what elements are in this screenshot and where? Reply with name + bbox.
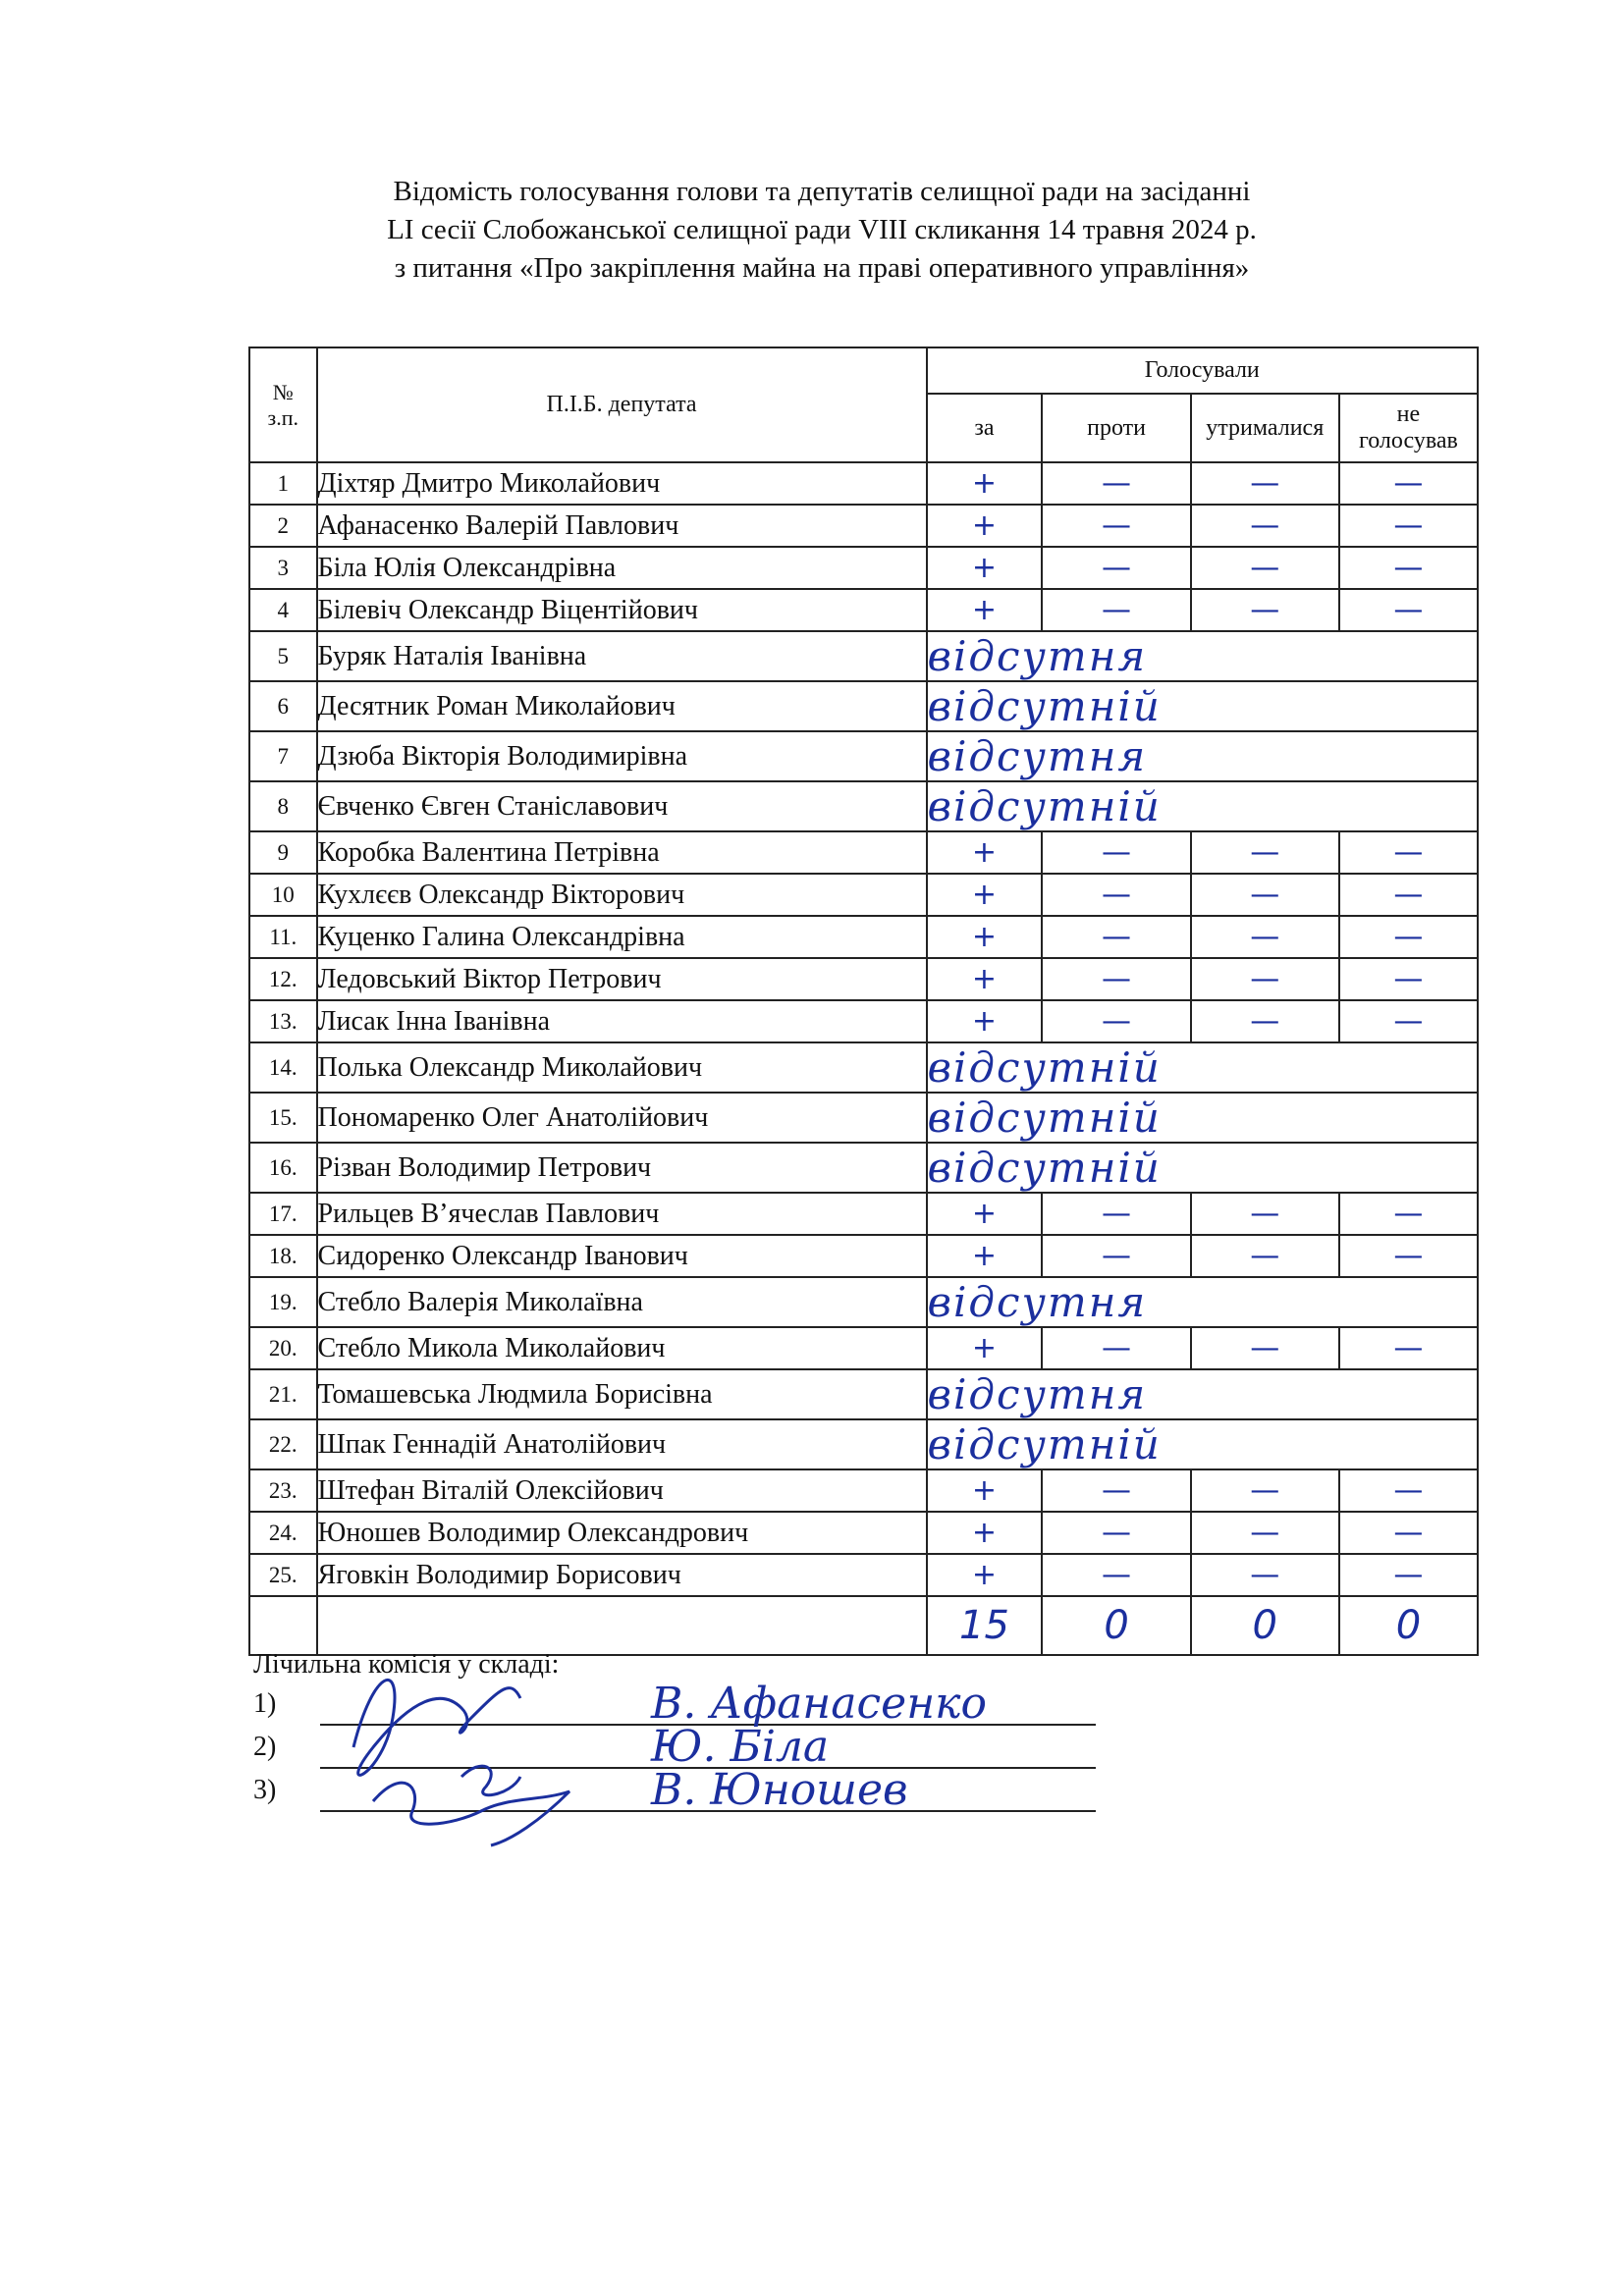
absent-note: відсутня	[927, 1277, 1479, 1327]
row-number: 5	[249, 631, 317, 681]
vote-for-mark: +	[927, 1235, 1043, 1277]
deputy-row	[249, 1469, 1478, 1512]
header-for: за	[927, 394, 1043, 462]
vote-not-voted-mark: —	[1339, 831, 1478, 874]
vote-abstained-mark: —	[1191, 1000, 1339, 1042]
vote-abstained-mark: —	[1191, 958, 1339, 1000]
vote-for-mark: +	[927, 1512, 1043, 1554]
vote-for-mark: +	[927, 1193, 1043, 1235]
vote-abstained-mark: —	[1191, 916, 1339, 958]
deputy-name: Томашевська Людмила Борисівна	[317, 1369, 927, 1419]
vote-abstained-mark: —	[1191, 462, 1339, 505]
vote-against-mark: —	[1042, 916, 1190, 958]
deputy-row	[249, 1093, 1478, 1143]
vote-not-voted-mark: —	[1339, 462, 1478, 505]
deputy-name: Пономаренко Олег Анатолійович	[317, 1093, 927, 1143]
deputy-name: Куценко Галина Олександрівна	[317, 916, 927, 958]
deputy-name: Десятник Роман Миколайович	[317, 681, 927, 731]
vote-not-voted-mark: —	[1339, 874, 1478, 916]
vote-abstained-mark: —	[1191, 1512, 1339, 1554]
deputy-name: Шпак Геннадій Анатолійович	[317, 1419, 927, 1469]
vote-not-voted-mark: —	[1339, 1512, 1478, 1554]
row-number: 7	[249, 731, 317, 781]
deputy-row	[249, 1143, 1478, 1193]
absent-note: відсутній	[927, 1042, 1479, 1093]
vote-abstained-mark: —	[1191, 589, 1339, 631]
deputy-name: Коробка Валентина Петрівна	[317, 831, 927, 874]
vote-abstained-mark: —	[1191, 1469, 1339, 1512]
row-number: 14.	[249, 1042, 317, 1093]
deputy-row	[249, 1235, 1478, 1277]
absent-note: відсутній	[927, 1143, 1479, 1193]
deputy-name: Діхтяр Дмитро Миколайович	[317, 462, 927, 505]
absent-note: відсутня	[927, 631, 1479, 681]
deputy-name: Лисак Інна Іванівна	[317, 1000, 927, 1042]
vote-abstained-mark: —	[1191, 874, 1339, 916]
member-name: В. Афанасенко	[651, 1679, 987, 1729]
deputy-name: Різван Володимир Петрович	[317, 1143, 927, 1193]
header-not-voted: не голосував	[1339, 394, 1478, 462]
vote-abstained-mark: —	[1191, 1554, 1339, 1596]
deputy-row	[249, 681, 1478, 731]
vote-for-mark: +	[927, 831, 1043, 874]
row-number: 11.	[249, 916, 317, 958]
row-number: 2	[249, 505, 317, 547]
deputy-name: Юношев Володимир Олександрович	[317, 1512, 927, 1554]
handwritten-signatures	[314, 1629, 628, 1855]
deputy-row	[249, 1419, 1478, 1469]
deputy-name: Стебло Микола Миколайович	[317, 1327, 927, 1369]
vote-abstained-mark: —	[1191, 505, 1339, 547]
deputy-name: Білевіч Олександр Віцентійович	[317, 589, 927, 631]
deputy-row	[249, 547, 1478, 589]
vote-abstained-mark: —	[1191, 547, 1339, 589]
deputy-row	[249, 1512, 1478, 1554]
title-line-2: LI сесії Слобожанської селищної ради VIII скликання 14 травня 2024 р.	[387, 214, 1257, 245]
vote-abstained-mark: —	[1191, 1327, 1339, 1369]
vote-for-mark: +	[927, 1554, 1043, 1596]
deputy-name: Дзюба Вікторія Володимирівна	[317, 731, 927, 781]
deputy-row	[249, 1277, 1478, 1327]
deputy-row	[249, 505, 1478, 547]
deputy-name: Полька Олександр Миколайович	[317, 1042, 927, 1093]
deputy-name: Біла Юлія Олександрівна	[317, 547, 927, 589]
vote-abstained-mark: —	[1191, 1193, 1339, 1235]
vote-for-mark: +	[927, 462, 1043, 505]
vote-for-mark: +	[927, 1000, 1043, 1042]
deputy-row	[249, 731, 1478, 781]
vote-not-voted-mark: —	[1339, 1235, 1478, 1277]
absent-note: відсутня	[927, 1369, 1479, 1419]
deputy-row	[249, 1193, 1478, 1235]
deputy-row	[249, 589, 1478, 631]
vote-against-mark: —	[1042, 505, 1190, 547]
vote-not-voted-mark: —	[1339, 1000, 1478, 1042]
absent-note: відсутня	[927, 731, 1479, 781]
vote-for-mark: +	[927, 958, 1043, 1000]
vote-not-voted-mark: —	[1339, 589, 1478, 631]
vote-not-voted-mark: —	[1339, 916, 1478, 958]
total-not-voted: 0	[1339, 1596, 1478, 1655]
vote-abstained-mark: —	[1191, 1235, 1339, 1277]
vote-against-mark: —	[1042, 1000, 1190, 1042]
deputy-name: Стебло Валерія Миколаївна	[317, 1277, 927, 1327]
row-number: 1	[249, 462, 317, 505]
deputy-name: Сидоренко Олександр Іванович	[317, 1235, 927, 1277]
deputy-row	[249, 916, 1478, 958]
header-deputy-name: П.І.Б. депутата	[317, 347, 927, 462]
title-line-1: Відомість голосування голови та депутатів селищної ради на засіданні	[393, 176, 1251, 207]
deputy-row	[249, 958, 1478, 1000]
total-for: 15	[927, 1596, 1043, 1655]
document-title	[0, 173, 1624, 288]
title-line-3: з питання «Про закріплення майна на праві оперативного управління»	[394, 252, 1250, 284]
total-abstained: 0	[1191, 1596, 1339, 1655]
absent-note: відсутній	[927, 1093, 1479, 1143]
vote-for-mark: +	[927, 589, 1043, 631]
vote-not-voted-mark: —	[1339, 547, 1478, 589]
member-name: Ю. Біла	[651, 1722, 830, 1772]
vote-for-mark: +	[927, 505, 1043, 547]
deputy-row	[249, 781, 1478, 831]
vote-against-mark: —	[1042, 1235, 1190, 1277]
vote-for-mark: +	[927, 547, 1043, 589]
deputy-name: Буряк Наталія Іванівна	[317, 631, 927, 681]
deputy-row	[249, 1042, 1478, 1093]
vote-not-voted-mark: —	[1339, 1193, 1478, 1235]
deputy-row	[249, 831, 1478, 874]
total-against: 0	[1042, 1596, 1190, 1655]
row-number: 10	[249, 874, 317, 916]
vote-against-mark: —	[1042, 874, 1190, 916]
row-number: 15.	[249, 1093, 317, 1143]
vote-not-voted-mark: —	[1339, 505, 1478, 547]
absent-note: відсутній	[927, 781, 1479, 831]
header-number: № з.п.	[249, 347, 317, 462]
row-number: 18.	[249, 1235, 317, 1277]
deputy-row	[249, 462, 1478, 505]
deputy-name: Рильцев В’ячеслав Павлович	[317, 1193, 927, 1235]
deputy-name: Євченко Євген Станіславович	[317, 781, 927, 831]
header-abstained: утрималися	[1191, 394, 1339, 462]
vote-against-mark: —	[1042, 1469, 1190, 1512]
member-number: 2)	[253, 1732, 277, 1762]
vote-not-voted-mark: —	[1339, 1327, 1478, 1369]
totals-empty-cell	[249, 1596, 317, 1655]
row-number: 23.	[249, 1469, 317, 1512]
deputy-row	[249, 1327, 1478, 1369]
row-number: 24.	[249, 1512, 317, 1554]
vote-against-mark: —	[1042, 1193, 1190, 1235]
vote-not-voted-mark: —	[1339, 1554, 1478, 1596]
vote-against-mark: —	[1042, 1512, 1190, 1554]
member-number: 3)	[253, 1775, 277, 1805]
commission-label: Лічильна комісія у складі:	[253, 1649, 560, 1680]
deputy-name: Штефан Віталій Олексійович	[317, 1469, 927, 1512]
vote-for-mark: +	[927, 916, 1043, 958]
vote-against-mark: —	[1042, 831, 1190, 874]
absent-note: відсутній	[927, 1419, 1479, 1469]
row-number: 20.	[249, 1327, 317, 1369]
deputy-row	[249, 1369, 1478, 1419]
vote-against-mark: —	[1042, 958, 1190, 1000]
row-number: 22.	[249, 1419, 317, 1469]
vote-for-mark: +	[927, 874, 1043, 916]
deputy-row	[249, 631, 1478, 681]
vote-for-mark: +	[927, 1469, 1043, 1512]
row-number: 21.	[249, 1369, 317, 1419]
row-number: 12.	[249, 958, 317, 1000]
vote-against-mark: —	[1042, 589, 1190, 631]
header-voted: Голосували	[927, 347, 1479, 394]
row-number: 19.	[249, 1277, 317, 1327]
header-against: проти	[1042, 394, 1190, 462]
row-number: 6	[249, 681, 317, 731]
member-name: В. Юношев	[651, 1765, 908, 1815]
row-number: 17.	[249, 1193, 317, 1235]
vote-not-voted-mark: —	[1339, 1469, 1478, 1512]
row-number: 8	[249, 781, 317, 831]
row-number: 4	[249, 589, 317, 631]
deputy-name: Афанасенко Валерій Павлович	[317, 505, 927, 547]
deputy-row	[249, 1000, 1478, 1042]
vote-against-mark: —	[1042, 462, 1190, 505]
row-number: 13.	[249, 1000, 317, 1042]
vote-against-mark: —	[1042, 547, 1190, 589]
vote-not-voted-mark: —	[1339, 958, 1478, 1000]
vote-for-mark: +	[927, 1327, 1043, 1369]
deputy-row	[249, 874, 1478, 916]
deputy-name: Ледовський Віктор Петрович	[317, 958, 927, 1000]
absent-note: відсутній	[927, 681, 1479, 731]
deputy-row	[249, 1554, 1478, 1596]
vote-abstained-mark: —	[1191, 831, 1339, 874]
row-number: 16.	[249, 1143, 317, 1193]
vote-against-mark: —	[1042, 1327, 1190, 1369]
member-number: 1)	[253, 1688, 277, 1719]
deputy-name: Яговкін Володимир Борисович	[317, 1554, 927, 1596]
vote-against-mark: —	[1042, 1554, 1190, 1596]
row-number: 3	[249, 547, 317, 589]
deputy-name: Кухлєєв Олександр Вікторович	[317, 874, 927, 916]
row-number: 9	[249, 831, 317, 874]
voting-table	[248, 347, 1479, 1656]
row-number: 25.	[249, 1554, 317, 1596]
